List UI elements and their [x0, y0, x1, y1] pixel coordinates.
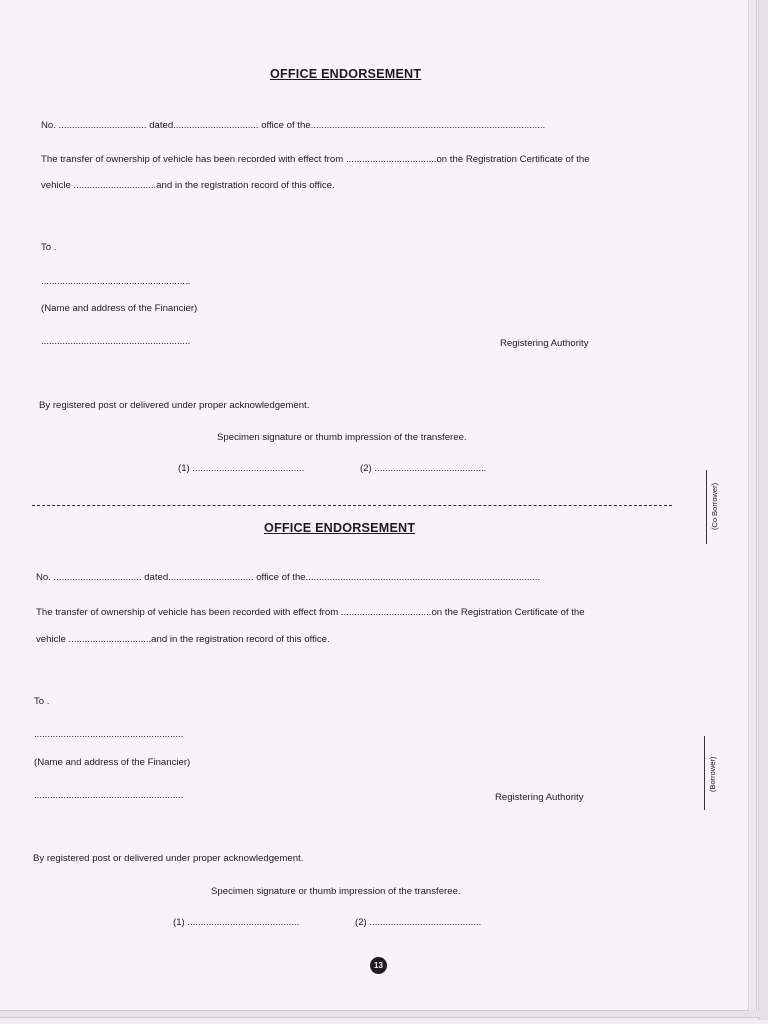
transfer-effect-line: The transfer of ownership of vehicle has been recorded with effect from ..................................on the Registration Certificate of the	[36, 607, 585, 618]
registered-post-line: By registered post or delivered under proper acknowledgement.	[33, 853, 304, 864]
co-borrower-label: (Co Borrower)	[710, 482, 719, 530]
financier-name-address-label: (Name and address of the Financier)	[41, 303, 198, 314]
specimen-signature-label: Specimen signature or thumb impression of the transferee.	[211, 886, 461, 897]
financier-dotted-line: ........................................................	[41, 276, 191, 287]
signature-2-line: (2) ..........................................	[360, 463, 487, 474]
cut-line-divider	[32, 505, 672, 506]
to-label: To .	[34, 696, 50, 707]
signature-1-line: (1) ..........................................	[178, 463, 305, 474]
signature-1-line: (1) ..........................................	[173, 917, 300, 928]
page-number-badge: 13	[370, 957, 387, 974]
page-bottom-edge	[0, 1011, 760, 1018]
borrower-signature-line	[704, 736, 705, 810]
signature-2-line: (2) ..........................................	[355, 917, 482, 928]
transfer-effect-line: The transfer of ownership of vehicle has been recorded with effect from ..................................on the Registration Certificate of the	[41, 154, 590, 165]
financier-dotted-line: ........................................................	[34, 729, 184, 740]
number-dated-office-line: No. ................................. dated................................ office of the........................................................................................	[41, 120, 546, 131]
borrower-label: (Borrower)	[708, 756, 717, 792]
to-label: To .	[41, 242, 57, 253]
section-heading: OFFICE ENDORSEMENT	[264, 521, 416, 535]
section-heading: OFFICE ENDORSEMENT	[270, 67, 422, 81]
financier-name-address-label: (Name and address of the Financier)	[34, 757, 191, 768]
co-borrower-signature-line	[706, 470, 707, 544]
registered-post-line: By registered post or delivered under proper acknowledgement.	[39, 400, 310, 411]
number-dated-office-line: No. ................................. dated................................ office of the........................................................................................	[36, 572, 541, 583]
vehicle-record-line: vehicle ...............................and in the registration record of this office.	[36, 634, 330, 645]
specimen-signature-label: Specimen signature or thumb impression of the transferee.	[217, 432, 467, 443]
registering-authority-label: Registering Authority	[495, 792, 584, 803]
page-stack-edge	[750, 0, 757, 1014]
registering-authority-label: Registering Authority	[500, 338, 589, 349]
financier-dotted-line: ........................................................	[41, 336, 191, 347]
financier-dotted-line: ........................................................	[34, 790, 184, 801]
vehicle-record-line: vehicle ...............................and in the registration record of this office.	[41, 180, 335, 191]
page-stack-edge	[758, 0, 768, 1020]
